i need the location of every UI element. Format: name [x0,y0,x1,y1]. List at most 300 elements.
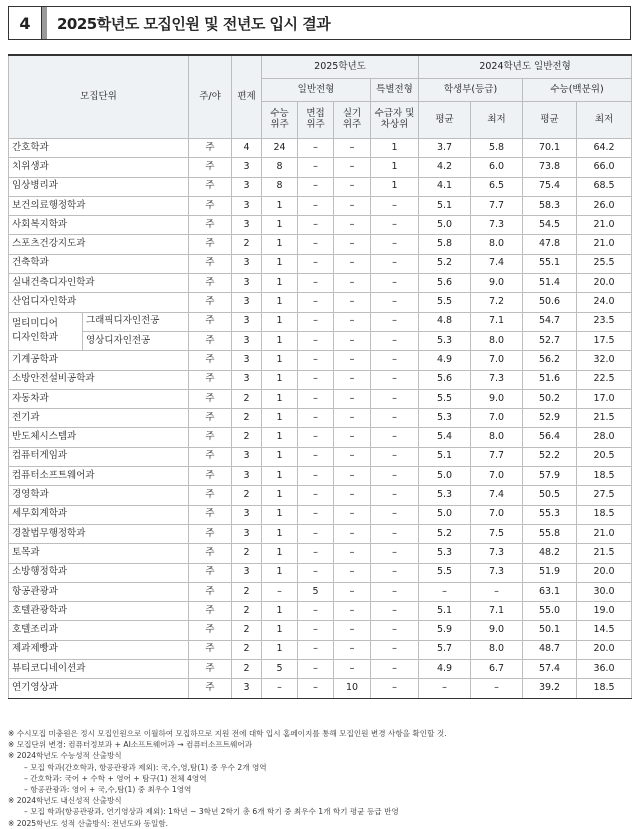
cell-m1: 8.0 [471,640,523,659]
cell-c4: – [371,351,419,370]
cell-m2: 21.0 [577,216,632,235]
cell-a2: 55.8 [523,524,577,543]
cell-c2: – [298,602,334,621]
cell-c4: – [371,331,419,350]
cell-dn: 주 [189,351,232,370]
cell-c1: 1 [262,621,298,640]
cell-pj: 3 [232,196,262,215]
table-row [9,351,632,370]
cell-c2: – [298,447,334,466]
unit-name-cell: 경찰법무행정학과 [9,524,189,543]
unit-name-cell: 그래픽디자인전공 [83,312,189,331]
header-general: 일반전형 [262,79,371,102]
table-row [9,293,632,312]
cell-m1: 7.3 [471,216,523,235]
cell-pj: 3 [232,679,262,698]
table-row [9,544,632,563]
cell-dn: 주 [189,486,232,505]
cell-c3: – [334,621,371,640]
cell-a2: 51.9 [523,563,577,582]
cell-c1: 1 [262,602,298,621]
cell-c1: 1 [262,235,298,254]
cell-c1: 1 [262,524,298,543]
cell-dn: 주 [189,660,232,679]
cell-c1: 1 [262,486,298,505]
cell-c1: 1 [262,351,298,370]
cell-c4: – [371,544,419,563]
cell-c4: – [371,274,419,293]
cell-c3: – [334,312,371,331]
unit-name-cell: 호텔관광학과 [9,602,189,621]
cell-dn: 주 [189,370,232,389]
table-row [9,196,632,215]
cell-c2: – [298,409,334,428]
cell-c4: – [371,563,419,582]
cell-c2: – [298,389,334,408]
note-line: ※ 2025학년도 성적 산출방식: 전년도와 동일함. [8,818,169,828]
unit-name-cell: 소방안전설비공학과 [9,370,189,389]
cell-c4: 1 [371,139,419,158]
unit-name-cell: 토목과 [9,544,189,563]
table-row [9,563,632,582]
cell-c1: 1 [262,389,298,408]
cell-dn: 주 [189,544,232,563]
cell-c3: – [334,235,371,254]
cell-a2: 56.2 [523,351,577,370]
cell-m2: 30.0 [577,582,632,601]
cell-c3: – [334,196,371,215]
cell-a1: 5.8 [419,235,471,254]
cell-a2: 39.2 [523,679,577,698]
cell-dn: 주 [189,409,232,428]
cell-a1: 5.7 [419,640,471,659]
table-row [9,505,632,524]
cell-a2: 48.7 [523,640,577,659]
unit-name-cell: 소방행정학과 [9,563,189,582]
cell-c3: – [334,158,371,177]
cell-m1: – [471,679,523,698]
note-line: – 항공관광과: 영어 + 국,수,탐(1) 중 최우수 1영역 [24,785,192,795]
cell-c1: 1 [262,196,298,215]
unit-name-cell: 기계공학과 [9,351,189,370]
cell-c1: 5 [262,660,298,679]
section-title: 2025학년도 모집인원 및 전년도 입시 결과 [57,14,331,33]
cell-a2: 73.8 [523,158,577,177]
cell-a1: 5.6 [419,370,471,389]
cell-m1: 6.7 [471,660,523,679]
cell-m1: 7.2 [471,293,523,312]
cell-m2: 21.0 [577,524,632,543]
cell-a1: – [419,582,471,601]
cell-m2: 23.5 [577,312,632,331]
cell-c3: – [334,139,371,158]
cell-c3: – [334,274,371,293]
cell-c3: – [334,254,371,273]
section-number: 4 [9,7,42,39]
cell-c1: 1 [262,447,298,466]
table-row [9,486,632,505]
cell-c3: – [334,524,371,543]
table-row [9,389,632,408]
cell-c1: 1 [262,370,298,389]
cell-a2: 51.6 [523,370,577,389]
cell-c4: – [371,254,419,273]
cell-m2: 18.5 [577,679,632,698]
cell-m2: 28.0 [577,428,632,447]
cell-c3: – [334,370,371,389]
cell-dn: 주 [189,254,232,273]
cell-c4: 1 [371,158,419,177]
cell-c2: – [298,216,334,235]
unit-name-cell: 치위생과 [9,158,189,177]
cell-dn: 주 [189,293,232,312]
cell-c3: – [334,582,371,601]
table-row [9,679,632,698]
cell-c3: – [334,216,371,235]
unit-name-cell: 제과제빵과 [9,640,189,659]
cell-m2: 22.5 [577,370,632,389]
cell-a2: 48.2 [523,544,577,563]
cell-c4: – [371,235,419,254]
unit-name-cell: 반도체시스템과 [9,428,189,447]
cell-c2: – [298,563,334,582]
cell-pj: 3 [232,505,262,524]
unit-name-cell: 뷰티코디네이션과 [9,660,189,679]
cell-c3: – [334,467,371,486]
header-interview-focus: 면접 위주 [298,102,334,139]
cell-c2: – [298,428,334,447]
note-line: – 간호학과: 국어 + 수학 + 영어 + 탐구(1) 전체 4영역 [24,773,207,783]
cell-c1: 1 [262,293,298,312]
table-row [9,216,632,235]
cell-c2: 5 [298,582,334,601]
cell-c2: – [298,467,334,486]
cell-c2: – [298,331,334,350]
table-row [9,312,632,331]
cell-a2: 75.4 [523,177,577,196]
cell-c3: – [334,660,371,679]
cell-c4: – [371,679,419,698]
cell-c2: – [298,524,334,543]
cell-pj: 3 [232,524,262,543]
cell-c4: – [371,409,419,428]
cell-m1: 8.0 [471,331,523,350]
cell-c3: – [334,447,371,466]
cell-m1: 7.0 [471,505,523,524]
cell-a2: 55.0 [523,602,577,621]
cell-dn: 주 [189,428,232,447]
unit-name-cell: 건축학과 [9,254,189,273]
cell-pj: 3 [232,216,262,235]
cell-c1: 1 [262,640,298,659]
cell-m2: 25.5 [577,254,632,273]
unit-name-cell: 영상디자인전공 [83,331,189,350]
cell-c3: – [334,563,371,582]
cell-c1: 1 [262,409,298,428]
cell-a1: 5.3 [419,331,471,350]
cell-dn: 주 [189,235,232,254]
cell-pj: 2 [232,389,262,408]
cell-m1: 9.0 [471,274,523,293]
cell-pj: 3 [232,312,262,331]
cell-a2: 54.7 [523,312,577,331]
cell-dn: 주 [189,177,232,196]
cell-a2: 54.5 [523,216,577,235]
cell-m2: 18.5 [577,505,632,524]
cell-a1: 5.1 [419,447,471,466]
section-header [8,6,631,40]
cell-m2: 36.0 [577,660,632,679]
cell-dn: 주 [189,640,232,659]
cell-m1: 8.0 [471,235,523,254]
cell-c2: – [298,486,334,505]
cell-a1: – [419,679,471,698]
cell-m2: 18.5 [577,467,632,486]
cell-a1: 4.8 [419,312,471,331]
table-row [9,621,632,640]
cell-m1: 9.0 [471,621,523,640]
cell-m2: 32.0 [577,351,632,370]
cell-dn: 주 [189,331,232,350]
cell-a1: 5.5 [419,563,471,582]
cell-c3: 10 [334,679,371,698]
header-special: 특별전형 [371,79,419,102]
cell-m1: 7.5 [471,524,523,543]
cell-c4: – [371,486,419,505]
cell-c4: – [371,602,419,621]
cell-pj: 2 [232,602,262,621]
header-accent-bar [42,7,47,39]
cell-m2: 20.0 [577,274,632,293]
cell-c1: 1 [262,274,298,293]
header-2025: 2025학년도 [262,55,419,79]
cell-c3: – [334,486,371,505]
cell-c3: – [334,544,371,563]
cell-m2: 14.5 [577,621,632,640]
cell-m2: 21.5 [577,409,632,428]
cell-m2: 27.5 [577,486,632,505]
cell-m1: 7.0 [471,467,523,486]
cell-c1: 1 [262,544,298,563]
table-row [9,602,632,621]
cell-a2: 50.6 [523,293,577,312]
cell-a2: 55.3 [523,505,577,524]
table-row [9,254,632,273]
table-row [9,524,632,543]
cell-dn: 주 [189,216,232,235]
header-transfer: 편제 [232,55,262,139]
unit-name-cell: 항공관광과 [9,582,189,601]
unit-name-cell: 연기영상과 [9,679,189,698]
cell-dn: 주 [189,158,232,177]
cell-m1: 8.0 [471,428,523,447]
cell-c1: – [262,582,298,601]
cell-c2: – [298,196,334,215]
cell-a1: 5.2 [419,254,471,273]
cell-c1: 8 [262,177,298,196]
cell-a2: 50.2 [523,389,577,408]
cell-c3: – [334,505,371,524]
cell-m2: 20.5 [577,447,632,466]
unit-name-cell: 임상병리과 [9,177,189,196]
note-line: – 모집 학과(간호학과, 항공관광과 제외): 국,수,영,탐(1) 중 우수 2개 영역 [24,762,267,772]
cell-m2: 20.0 [577,563,632,582]
cell-a1: 5.0 [419,467,471,486]
cell-c2: – [298,640,334,659]
header-practical-focus: 실기 위주 [334,102,371,139]
cell-a2: 55.1 [523,254,577,273]
cell-m2: 21.5 [577,544,632,563]
cell-m1: 9.0 [471,389,523,408]
cell-m2: 21.0 [577,235,632,254]
cell-dn: 주 [189,447,232,466]
cell-m1: 7.7 [471,447,523,466]
cell-c1: 1 [262,216,298,235]
header-suneung: 수능(백분위) [523,79,632,102]
unit-name-cell: 자동차과 [9,389,189,408]
cell-c1: 1 [262,254,298,273]
header-student-record: 학생부(등급) [419,79,523,102]
cell-a1: 4.1 [419,177,471,196]
cell-c4: – [371,505,419,524]
cell-m2: 19.0 [577,602,632,621]
cell-m1: 5.8 [471,139,523,158]
table-row [9,274,632,293]
cell-c3: – [334,409,371,428]
cell-dn: 주 [189,679,232,698]
table-row [9,158,632,177]
note-line: ※ 2024학년도 수능성적 산출방식 [8,751,122,761]
cell-a1: 5.0 [419,216,471,235]
cell-m2: 20.0 [577,640,632,659]
cell-c1: 1 [262,467,298,486]
cell-a2: 57.9 [523,467,577,486]
cell-a2: 63.1 [523,582,577,601]
cell-m2: 24.0 [577,293,632,312]
footnotes [8,728,631,829]
cell-m1: 7.7 [471,196,523,215]
cell-dn: 주 [189,621,232,640]
cell-m1: 7.3 [471,370,523,389]
cell-a1: 5.3 [419,409,471,428]
cell-a2: 52.9 [523,409,577,428]
cell-c2: – [298,293,334,312]
table-row [9,447,632,466]
cell-m2: 26.0 [577,196,632,215]
cell-c4: – [371,216,419,235]
cell-pj: 2 [232,409,262,428]
admissions-table [8,54,632,699]
header-min-record: 최저 [471,102,523,139]
unit-name-cell: 간호학과 [9,139,189,158]
table-row [9,467,632,486]
unit-name-cell: 전기과 [9,409,189,428]
cell-dn: 주 [189,139,232,158]
unit-name-cell: 세무회계학과 [9,505,189,524]
cell-a2: 51.4 [523,274,577,293]
note-line: ※ 수시모집 미충원은 정시 모집인원으로 이월하여 모집하므로 지원 전에 대학 입시 홈페이지를 통해 모집인원 변경 사항을 확인할 것. [8,729,447,738]
cell-m1: 7.4 [471,254,523,273]
cell-c3: – [334,351,371,370]
table-row [9,409,632,428]
cell-c2: – [298,158,334,177]
cell-dn: 주 [189,389,232,408]
cell-c4: – [371,467,419,486]
header-day-night: 주/야 [189,55,232,139]
cell-dn: 주 [189,312,232,331]
cell-pj: 2 [232,235,262,254]
header-avg-record: 평균 [419,102,471,139]
cell-c2: – [298,544,334,563]
cell-c4: – [371,582,419,601]
cell-m2: 66.0 [577,158,632,177]
cell-a1: 4.2 [419,158,471,177]
cell-a1: 5.3 [419,486,471,505]
cell-m1: 6.0 [471,158,523,177]
table-row [9,660,632,679]
table-row [9,177,632,196]
cell-a1: 5.3 [419,544,471,563]
unit-name-cell: 산업디자인학과 [9,293,189,312]
cell-pj: 2 [232,660,262,679]
cell-pj: 3 [232,158,262,177]
cell-a1: 5.2 [419,524,471,543]
cell-pj: 4 [232,139,262,158]
cell-c2: – [298,254,334,273]
table-row [9,428,632,447]
cell-c1: 1 [262,331,298,350]
cell-a2: 52.7 [523,331,577,350]
cell-dn: 주 [189,563,232,582]
cell-pj: 3 [232,370,262,389]
cell-dn: 주 [189,524,232,543]
cell-m2: 17.5 [577,331,632,350]
note-line: – 모집 학과(항공관광과, 연기영상과 제외): 1학년 ~ 3학년 2학기 총 6개 학기 중 최우수 1개 학기 평균 등급 반영 [24,807,399,817]
cell-c4: – [371,389,419,408]
cell-c2: – [298,274,334,293]
cell-c4: – [371,524,419,543]
cell-m1: 7.1 [471,312,523,331]
table-row [9,370,632,389]
cell-pj: 2 [232,544,262,563]
cell-m2: 64.2 [577,139,632,158]
cell-m1: 7.3 [471,544,523,563]
cell-m2: 68.5 [577,177,632,196]
cell-c4: – [371,447,419,466]
header-avg-suneung: 평균 [523,102,577,139]
cell-c3: – [334,428,371,447]
cell-dn: 주 [189,602,232,621]
cell-c4: – [371,640,419,659]
cell-a2: 70.1 [523,139,577,158]
cell-a1: 5.5 [419,293,471,312]
cell-c3: – [334,331,371,350]
cell-c4: – [371,621,419,640]
cell-pj: 3 [232,254,262,273]
table-row [9,582,632,601]
cell-c3: – [334,293,371,312]
cell-c1: 1 [262,505,298,524]
cell-pj: 2 [232,640,262,659]
cell-a2: 50.5 [523,486,577,505]
cell-c2: – [298,139,334,158]
table-row [9,331,632,350]
cell-dn: 주 [189,505,232,524]
cell-m1: 7.0 [471,409,523,428]
cell-pj: 3 [232,331,262,350]
cell-a1: 5.0 [419,505,471,524]
unit-name-cell: 컴퓨터게임과 [9,447,189,466]
